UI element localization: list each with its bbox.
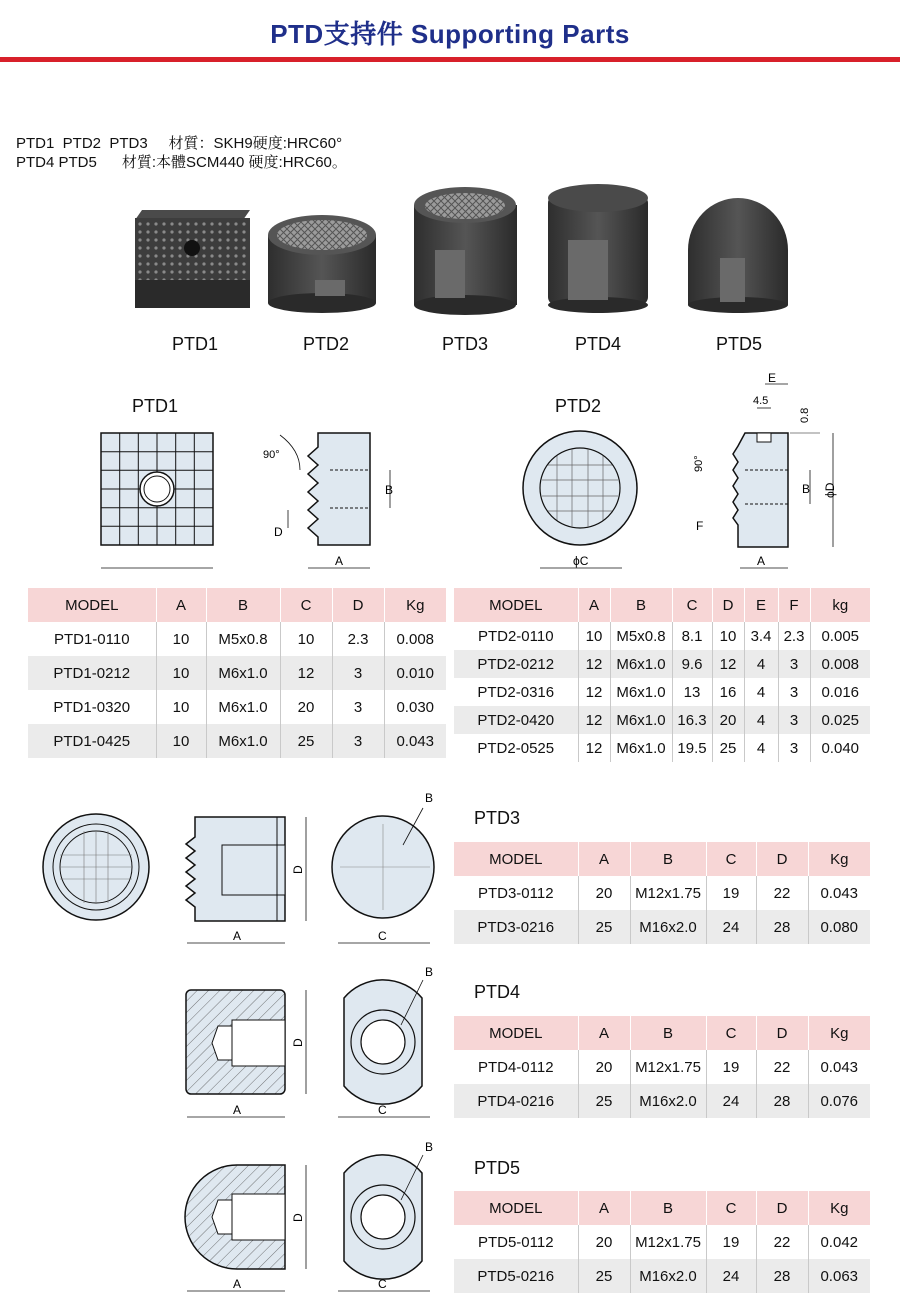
header-divider — [0, 57, 900, 62]
table-row — [28, 622, 446, 656]
ptd2-dim-a: A — [757, 554, 766, 568]
cell: M6x1.0 — [610, 650, 672, 678]
cell: 22 — [756, 876, 808, 910]
cell: 22 — [756, 1050, 808, 1084]
ptd2-dim-b: B — [802, 482, 811, 496]
caption-ptd2: PTD2 — [302, 334, 349, 354]
material-spec-line-2: PTD4 PTD5 材質:本體SCM440 硬度:HRC60。 — [16, 154, 347, 171]
cell: 20 — [578, 1225, 630, 1259]
cell: 10 — [156, 724, 206, 758]
material-spec-line-1: PTD1 PTD2 PTD3 材質：SKH9硬度:HRC60° — [16, 135, 343, 152]
cell: M6x1.0 — [610, 706, 672, 734]
cell: M16x2.0 — [630, 1259, 706, 1293]
column-header: A — [578, 1016, 630, 1050]
cell: M16x2.0 — [630, 1084, 706, 1118]
section-label-ptd5: PTD5 — [474, 1158, 521, 1178]
column-header: A — [156, 588, 206, 622]
cell: 0.010 — [384, 656, 446, 690]
ptd3-dim-c: C — [378, 929, 387, 943]
cell: M6x1.0 — [206, 724, 280, 758]
cell: M12x1.75 — [630, 1225, 706, 1259]
ptd1-dim-a: A — [335, 554, 344, 568]
ptd1-dim-b: B — [385, 483, 394, 497]
section-label-ptd3: PTD3 — [474, 808, 521, 828]
cell: 13 — [672, 678, 712, 706]
cell: PTD2-0110 — [454, 622, 578, 650]
cell: 25 — [280, 724, 332, 758]
ptd4-top-view — [338, 965, 433, 1117]
ptd1-dim-d: D — [274, 525, 283, 539]
cell: PTD1-0110 — [28, 622, 156, 656]
cell: 24 — [706, 1084, 756, 1118]
cell: PTD1-0212 — [28, 656, 156, 690]
cell: M5x0.8 — [610, 622, 672, 650]
ptd2-dim-angle: 90° — [693, 455, 705, 472]
cell: 8.1 — [672, 622, 712, 650]
table-header-row — [454, 588, 870, 622]
cell: 2.3 — [778, 622, 810, 650]
table-row — [28, 724, 446, 758]
cell: 12 — [712, 650, 744, 678]
cell: 0.008 — [810, 650, 870, 678]
table-row — [454, 622, 870, 650]
column-header: C — [706, 1016, 756, 1050]
cell: 16 — [712, 678, 744, 706]
cell: 4 — [744, 678, 778, 706]
ptd3-side-view — [186, 817, 306, 943]
ptd2-dim-phic: ϕC — [573, 554, 589, 568]
ptd1-top-view — [101, 433, 213, 568]
ptd3-spec-table — [454, 842, 870, 944]
table-row — [454, 650, 870, 678]
ptd2-dim-e: E — [768, 371, 777, 385]
column-header: E — [744, 588, 778, 622]
ptd4-section-view — [186, 990, 306, 1117]
column-header: D — [756, 842, 808, 876]
ptd1-spec-table — [28, 588, 446, 758]
caption-ptd5: PTD5 — [715, 334, 762, 354]
column-header: F — [778, 588, 810, 622]
cell: PTD4-0216 — [454, 1084, 578, 1118]
cell: 0.043 — [808, 1050, 870, 1084]
cell: 3 — [778, 734, 810, 762]
cell: 0.040 — [810, 734, 870, 762]
ptd5-dim-a: A — [233, 1277, 242, 1291]
column-header: B — [206, 588, 280, 622]
column-header: C — [706, 842, 756, 876]
cell: PTD4-0112 — [454, 1050, 578, 1084]
cell: PTD5-0216 — [454, 1259, 578, 1293]
table-row — [454, 706, 870, 734]
column-header: A — [578, 1191, 630, 1225]
ptd4-dim-b: B — [425, 965, 434, 979]
cell: 10 — [156, 656, 206, 690]
drawing-label-ptd2: PTD2 — [555, 396, 602, 416]
cell: M6x1.0 — [610, 734, 672, 762]
column-header: Kg — [384, 588, 446, 622]
table-row — [454, 910, 870, 944]
table-row — [454, 1225, 870, 1259]
cell: M5x0.8 — [206, 622, 280, 656]
cell: 22 — [756, 1225, 808, 1259]
cell: 12 — [280, 656, 332, 690]
cell: 0.076 — [808, 1084, 870, 1118]
cell: 0.016 — [810, 678, 870, 706]
column-header: B — [630, 1191, 706, 1225]
cell: 3 — [332, 724, 384, 758]
column-header: D — [756, 1191, 808, 1225]
ptd3-dim-a: A — [233, 929, 242, 943]
drawings-ptd3-ptd4-ptd5 — [0, 780, 450, 1295]
ptd1-dim-angle: 90° — [263, 449, 280, 461]
column-header: C — [672, 588, 712, 622]
table-header-row — [28, 588, 446, 622]
cell: 10 — [578, 622, 610, 650]
column-header: C — [280, 588, 332, 622]
cell: 28 — [756, 910, 808, 944]
cell: PTD3-0112 — [454, 876, 578, 910]
cell: 2.3 — [332, 622, 384, 656]
ptd5-spec-table — [454, 1191, 870, 1293]
cell: 10 — [712, 622, 744, 650]
cell: 25 — [578, 1084, 630, 1118]
ptd5-top-view — [338, 1140, 433, 1291]
ptd2-dim-e-value: 4.5 — [753, 395, 769, 407]
ptd3-front-view — [43, 814, 149, 920]
cell: 4 — [744, 650, 778, 678]
cell: PTD1-0320 — [28, 690, 156, 724]
ptd5-section-view — [185, 1165, 306, 1291]
column-header: D — [712, 588, 744, 622]
cell: 0.043 — [384, 724, 446, 758]
column-header: Kg — [808, 1016, 870, 1050]
table-row — [454, 678, 870, 706]
column-header: MODEL — [454, 588, 578, 622]
section-label-ptd4: PTD4 — [474, 982, 521, 1002]
drawing-label-ptd1: PTD1 — [132, 396, 179, 416]
table-row — [454, 1084, 870, 1118]
column-header: kg — [810, 588, 870, 622]
column-header: C — [706, 1191, 756, 1225]
table-row — [454, 1050, 870, 1084]
drawings-ptd1-ptd2 — [0, 370, 900, 580]
table-header-row — [454, 1191, 870, 1225]
ptd4-dim-a: A — [233, 1103, 242, 1117]
ptd1-side-view — [263, 433, 393, 568]
cell: 10 — [156, 690, 206, 724]
caption-ptd3: PTD3 — [441, 334, 488, 354]
column-header: MODEL — [28, 588, 156, 622]
column-header: B — [630, 1016, 706, 1050]
ptd3-dim-d: D — [291, 865, 305, 874]
table-row — [454, 1259, 870, 1293]
cell: 3 — [332, 690, 384, 724]
table-row — [28, 690, 446, 724]
ptd4-dim-d: D — [291, 1038, 305, 1047]
column-header: A — [578, 588, 610, 622]
cell: 0.043 — [808, 876, 870, 910]
cell: 0.030 — [384, 690, 446, 724]
ptd2-side-view — [693, 371, 837, 568]
cell: PTD2-0316 — [454, 678, 578, 706]
cell: 12 — [578, 678, 610, 706]
cell: PTD5-0112 — [454, 1225, 578, 1259]
cell: M6x1.0 — [610, 678, 672, 706]
column-header: B — [610, 588, 672, 622]
product-photos — [0, 180, 900, 320]
photo-ptd2 — [268, 215, 376, 313]
ptd3-top-view — [332, 791, 434, 943]
cell: 3 — [778, 706, 810, 734]
cell: 19 — [706, 1225, 756, 1259]
column-header: B — [630, 842, 706, 876]
cell: 25 — [578, 1259, 630, 1293]
column-header: Kg — [808, 1191, 870, 1225]
cell: M16x2.0 — [630, 910, 706, 944]
cell: 4 — [744, 706, 778, 734]
cell: 0.008 — [384, 622, 446, 656]
ptd5-dim-d: D — [291, 1213, 305, 1222]
cell: 4 — [744, 734, 778, 762]
cell: M6x1.0 — [206, 690, 280, 724]
column-header: D — [756, 1016, 808, 1050]
photo-ptd4 — [548, 184, 648, 313]
cell: 25 — [578, 910, 630, 944]
cell: 16.3 — [672, 706, 712, 734]
ptd2-dim-phid: ϕD — [823, 482, 837, 498]
caption-ptd4: PTD4 — [574, 334, 621, 354]
ptd5-dim-c: C — [378, 1277, 387, 1291]
cell: M12x1.75 — [630, 876, 706, 910]
photo-ptd5 — [688, 198, 788, 313]
cell: PTD2-0420 — [454, 706, 578, 734]
cell: 12 — [578, 734, 610, 762]
cell: 25 — [712, 734, 744, 762]
ptd4-dim-c: C — [378, 1103, 387, 1117]
cell: 10 — [156, 622, 206, 656]
photo-ptd1 — [135, 210, 250, 308]
cell: 3 — [778, 678, 810, 706]
column-header: MODEL — [454, 1016, 578, 1050]
column-header: MODEL — [454, 842, 578, 876]
cell: 28 — [756, 1084, 808, 1118]
cell: PTD1-0425 — [28, 724, 156, 758]
ptd2-top-view — [523, 431, 637, 568]
cell: 19 — [706, 876, 756, 910]
cell: 12 — [578, 650, 610, 678]
cell: 3.4 — [744, 622, 778, 650]
cell: 0.063 — [808, 1259, 870, 1293]
page-title: PTD支持件 Supporting Parts — [270, 19, 630, 49]
cell: 20 — [578, 876, 630, 910]
column-header: Kg — [808, 842, 870, 876]
cell: 10 — [280, 622, 332, 656]
column-header: A — [578, 842, 630, 876]
cell: 28 — [756, 1259, 808, 1293]
column-header: D — [332, 588, 384, 622]
table-header-row — [454, 1016, 870, 1050]
cell: 9.6 — [672, 650, 712, 678]
table-row — [454, 876, 870, 910]
cell: 24 — [706, 910, 756, 944]
table-row — [28, 656, 446, 690]
cell: 20 — [712, 706, 744, 734]
cell: 0.042 — [808, 1225, 870, 1259]
cell: 20 — [280, 690, 332, 724]
ptd2-spec-table — [454, 588, 870, 762]
ptd3-dim-b: B — [425, 791, 434, 805]
caption-ptd1: PTD1 — [171, 334, 218, 354]
cell: 0.005 — [810, 622, 870, 650]
cell: PTD2-0212 — [454, 650, 578, 678]
cell: M6x1.0 — [206, 656, 280, 690]
cell: 0.080 — [808, 910, 870, 944]
ptd5-dim-b: B — [425, 1140, 434, 1154]
photo-ptd3 — [414, 187, 517, 315]
cell: 3 — [778, 650, 810, 678]
cell: 19 — [706, 1050, 756, 1084]
cell: 19.5 — [672, 734, 712, 762]
column-header: MODEL — [454, 1191, 578, 1225]
ptd2-dim-f: F — [696, 519, 704, 533]
ptd2-dim-f-value: 0.8 — [799, 407, 811, 423]
cell: 3 — [332, 656, 384, 690]
cell: 12 — [578, 706, 610, 734]
cell: 24 — [706, 1259, 756, 1293]
cell: 20 — [578, 1050, 630, 1084]
table-row — [454, 734, 870, 762]
cell: 0.025 — [810, 706, 870, 734]
cell: M12x1.75 — [630, 1050, 706, 1084]
ptd4-spec-table — [454, 1016, 870, 1118]
cell: PTD3-0216 — [454, 910, 578, 944]
cell: PTD2-0525 — [454, 734, 578, 762]
table-header-row — [454, 842, 870, 876]
